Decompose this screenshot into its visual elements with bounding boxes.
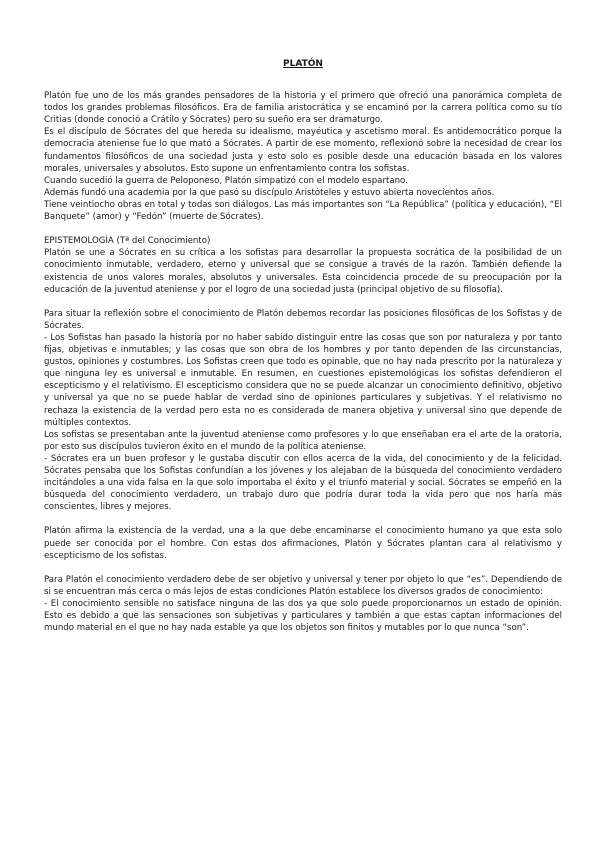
paragraph: Es el discípulo de Sócrates del que hereda su idealismo, mayéutica y ascetismo moral. Es antidemocrático porque la democracia ateniense fue lo que mató a Sócrates. A partir de ese momento, reflexionó sobre la necesidad de crear los fundamentos filosóficos de una sociedad justa y esto solo es posible desde una educación basada en los valores morales, universales y absolutos. Esto supone un enfrentamiento contra los sofistas. <box>44 127 562 174</box>
truth-section <box>44 525 562 561</box>
paragraph: Además fundó una academia por la que pasó su discípulo Aristóteles y estuvo abierta novecientos años. <box>44 187 495 198</box>
paragraph: - Los Sofistas han pasado la historia por no haber sabido distinguir entre las cosas que son por naturaleza y por tanto fijas, objetivas e inmutables; y las cosas que son obra de los hombres y por tanto dependen de las circunstancias, gustos, opiniones y costumbres. Los Sofistas creen que todo es opinable, que no hay nada prescrito por la naturaleza y que ninguna ley es universal e inmutable. En resumen, en cuestiones epistemológicas los sofistas defendieron el escepticismo y el relativismo. El escepticismo considera que no se puede alcanzar un conocimiento definitivo, objetivo y universal ya que no se puede hablar de verdad sino de opiniones particulares y subjetivas. Y el relativismo no rechaza la existencia de la verdad pero esta no es considerada de manera objetiva y universal sino que depende de múltiples contextos. <box>44 332 562 428</box>
paragraph: - El conocimiento sensible no satisface ninguna de las dos ya que solo puede proporcionarnos un estado de opinión. Esto es debido a que las sensaciones son subjetivas y particulares y también a que estas captan informaciones del mundo material en el que no hay nada estable ya que los objetos son finitos y mutables por lo que nunca “son”. <box>44 599 562 634</box>
epistemology-section <box>44 235 562 295</box>
document-title: PLATÓN <box>283 59 323 69</box>
intro-section <box>44 90 562 223</box>
paragraph: Platón se une a Sócrates en su crítica a los sofistas para desarrollar la propuesta socrática de la posibilidad de un conocimiento inmutable, verdadero, eterno y universal que se consigue a través de la razón. También defiende la existencia de unos valores morales, absolutos y universales. Esta coincidencia procede de su preocupación por la educación de la juventud ateniense y por el logro de una sociedad justa (principal objetivo de su filosofía). <box>44 248 562 295</box>
paragraph: Los sofistas se presentaban ante la juventud ateniense como profesores y lo que enseñaban era el arte de la oratoria, por esto sus discípulos tuvieron éxito en el mundo de la política ateniense. <box>44 429 562 452</box>
reflection-section <box>44 308 562 514</box>
section-heading: EPISTEMOLOGÍA (Tª del Conocimiento) <box>44 236 211 247</box>
paragraph: Para situar la reflexión sobre el conocimiento de Platón debemos recordar las posiciones filosóficas de los Sofistas y de Sócrates. <box>44 308 562 331</box>
paragraph: Cuando sucedió la guerra de Peloponeso, Platón simpatizó con el modelo espartano. <box>44 175 408 186</box>
paragraph: Platón afirma la existencia de la verdad, una a la que debe encaminarse el conocimiento humano ya que esta solo puede ser conocida por el hombre. Con estas dos afirmaciones, Platón y Sócrates plantan cara al relativismo y escepticismo de los sofistas. <box>44 526 562 561</box>
paragraph: - Sócrates era un buen profesor y le gustaba discutir con ellos acerca de la vida, del conocimiento y de la felicidad. Sócrates pensaba que los Sofistas confundían a los jóvenes y los alejaban de la búsqueda del conocimiento verdadero incitándoles a una vida falsa en la que solo importaba el éxito y el triunfo material y social. Sócrates se empeñó en la búsqueda del conocimiento verdadero, un trabajo duro que podría durar toda la vida pero que nos haría más conscientes, libres y mejores. <box>44 453 562 513</box>
paragraph: Platón fue uno de los más grandes pensadores de la historia y el primero que ofreció una panorámica completa de todos los grandes problemas filosóficos. Era de familia aristocrática y se encaminó por la carrera política como su tío Critias (donde conoció a Crátilo y Sócrates) pero su sueño era ser dramaturgo. <box>44 91 562 126</box>
paragraph: Tiene veintiocho obras en total y todas son diálogos. Las más importantes son “La República” (política y educación), “El Banquete” (amor) y “Fedón” (muerte de Sócrates). <box>44 199 562 223</box>
knowledge-section <box>44 574 562 634</box>
paragraph: Para Platón el conocimiento verdadero debe de ser objetivo y universal y tener por objeto lo que “es”. Dependiendo de si se encuentran más cerca o más lejos de estas condiciones Platón establece los diversos grados de conocimiento: <box>44 574 562 597</box>
